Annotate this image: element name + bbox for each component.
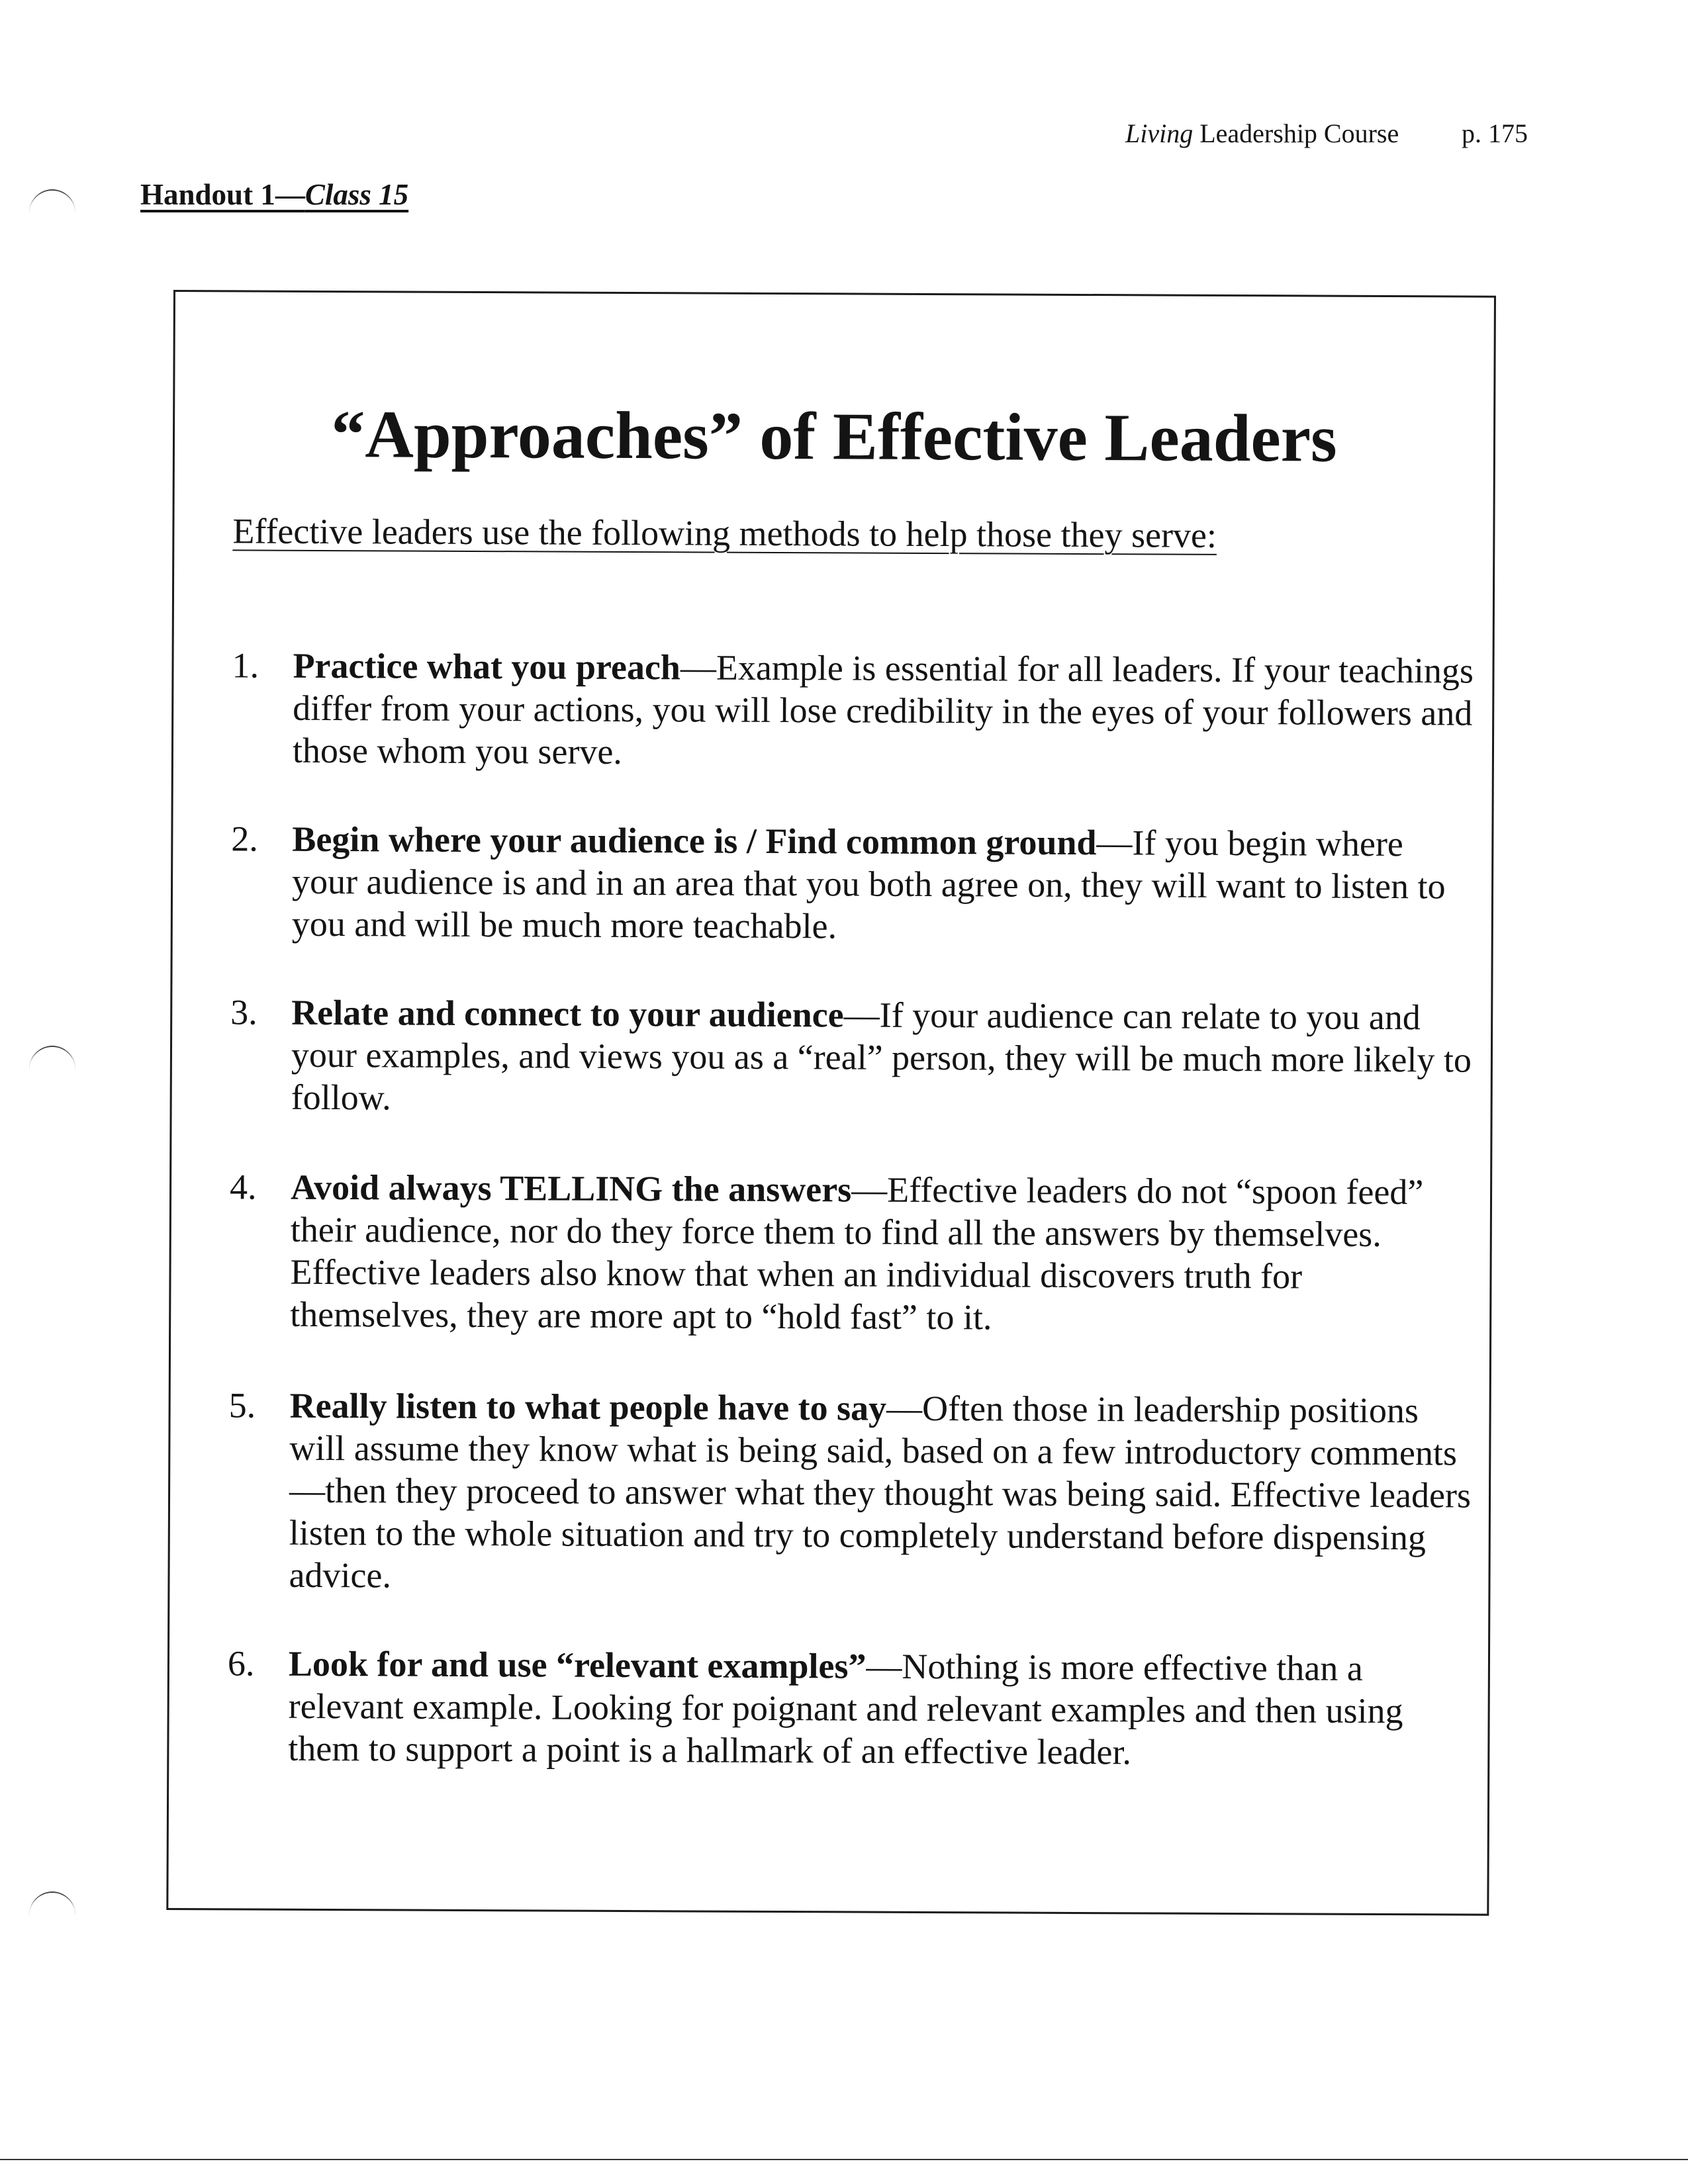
binder-hole-mark-top [29,189,75,237]
scan-edge-line [0,2159,1688,2160]
list-item-number: 3. [230,992,258,1032]
course-name [1125,118,1399,149]
list-item-heading: Begin where your audience is / Find common ground [292,819,1097,863]
intro-text: Effective leaders use the following methods to help those they serve: [232,511,1217,555]
list-item [228,1384,1473,1601]
list-item-number: 6. [227,1643,255,1684]
list-item [229,1165,1474,1340]
list-item-heading: Really listen to what people have to say [289,1385,887,1428]
page-title: “Approaches” of Effective Leaders [331,397,1337,477]
list-item-heading: Avoid always TELLING the answers [290,1167,852,1210]
list-item-body [292,818,1476,950]
list-item-body [293,645,1477,777]
list-item-heading: Relate and connect to your audience [291,992,844,1035]
list-item-number: 2. [231,819,259,859]
course-name-italic: Living [1125,118,1194,148]
content-box [166,290,1496,1916]
handout-class: Class 15 [305,178,409,211]
list-item [227,1642,1472,1774]
list-item [231,817,1476,950]
list-item-number: 5. [228,1385,256,1426]
binder-hole-mark-bottom [29,1891,75,1939]
list-item [230,991,1476,1123]
list-item-text: —Example is essential for all leaders. If your teachings differ from your actions, you will lose credibility in the eyes of your followers and those whom you serve. [292,647,1474,772]
list-item-heading: Practice what you preach [293,645,681,688]
list-item-body [288,1643,1472,1775]
list-item-text: —If you begin where your audience is and in an area that you both agree on, they will want to listen to you and will be much more teachable. [291,823,1446,946]
list-item-text: —Nothing is more effective than a relevant example. Looking for poignant and relevant examples and then using them to support a point is a hallmark of an effective leader. [288,1646,1403,1772]
list-item [232,644,1477,776]
course-name-rest: Leadership Course [1193,118,1399,148]
binder-hole-mark-middle [29,1046,75,1093]
list-item-body [289,1385,1473,1602]
list-item-text: —If your audience can relate to you and your examples, and views you as a “real” person, they will be much more likely to follow. [291,995,1472,1118]
handout-label [140,177,408,212]
list-item-body [290,1166,1474,1341]
list-item-number: 4. [229,1167,257,1207]
list-item-body [291,991,1476,1124]
page-number: p. 175 [1462,118,1528,148]
list-item-text: —Often those in leadership positions will assume they know what is being said, based on a few introductory comments—then they proceed to answer what they thought was being said. Effective leaders listen to the whole situation and try to completely understand before dispensing advice. [289,1388,1472,1596]
list-item-heading: Look for and use “relevant examples” [288,1643,867,1686]
list-item-text: —Effective leaders do not “spoon feed” their audience, nor do they force them to find all the answers by themselves. Effective leaders also know that when an individual discovers truth for themselves, they are more apt to “hold fast” to it. [290,1169,1424,1338]
list-item-number: 1. [232,645,259,686]
handout-number: Handout 1— [140,178,305,211]
